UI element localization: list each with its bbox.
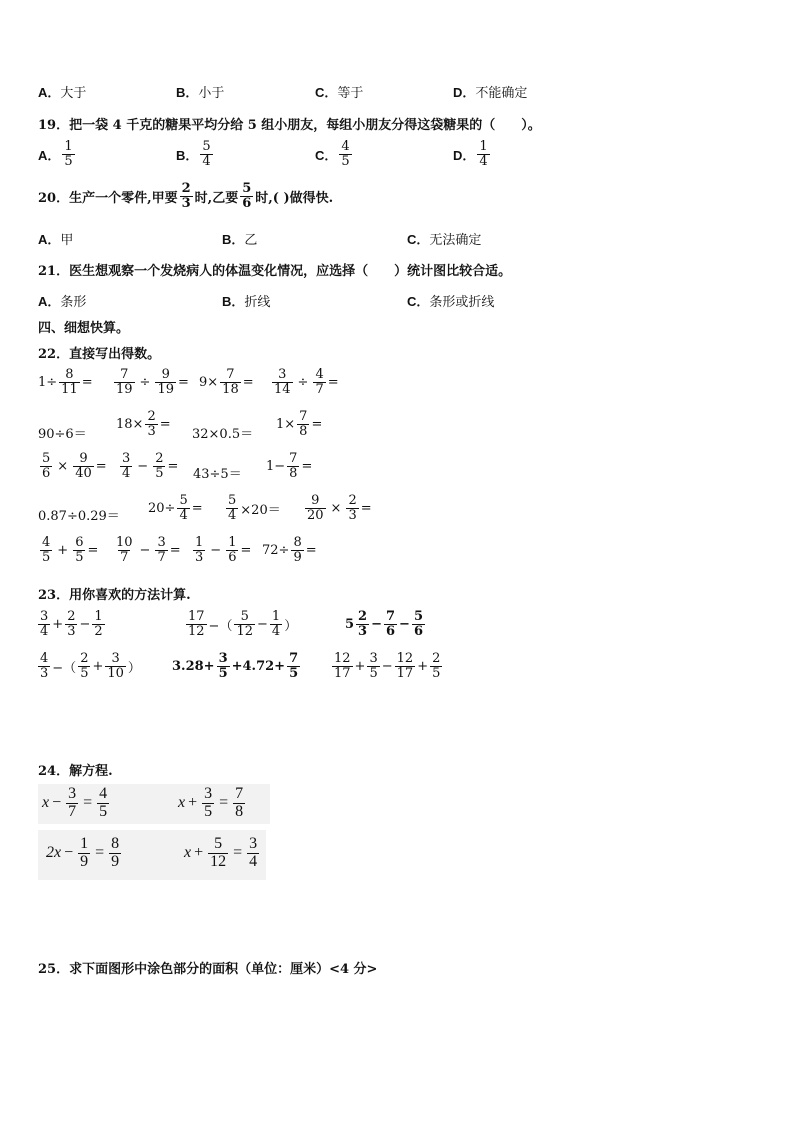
q22-r3-b: $\frac{3}{4}$ − $\frac{2}{5}$ = (122, 451, 179, 481)
q22-r1-c: 9× $\frac{7}{18}$ = (199, 367, 254, 397)
q22-r4-d: $\frac{9}{20}$ × $\frac{2}{3}$ = (307, 493, 372, 523)
q23-e5: 3.28+ $\frac{3}{5}$ +4.72+ $\frac{7}{5}$ (172, 651, 299, 681)
q22-r1-a: 1÷ $\frac{8}{11}$ = (38, 367, 93, 397)
q21-stem: 21．医生想观察一个发烧病人的体温变化情况，应选择（ ）统计图比较合适。 (38, 264, 512, 279)
q22-r4-a: 0.87÷0.29＝ (38, 509, 120, 524)
q22-r5-d: 72÷ $\frac{8}{9}$ = (262, 535, 317, 565)
q22-r2-c: 32×0.5＝ (192, 427, 254, 442)
q22-r3-a: $\frac{5}{6}$ × $\frac{9}{40}$ = (42, 451, 107, 481)
q22-r4-c: $\frac{5}{4}$ ×20＝ (228, 493, 281, 523)
q21-option-a: A．条形 (38, 294, 87, 310)
q19-option-d: D． $\frac{1}{4}$ (453, 139, 488, 169)
q23-e2: $\frac{17}{12}$ −（ $\frac{5}{12}$ − $\frac{1}{4}$ ） (188, 609, 298, 639)
q22-r5-c: $\frac{1}{3}$ − $\frac{1}{6}$ = (195, 535, 252, 565)
q22-stem: 22．直接写出得数。 (38, 347, 161, 362)
q23-e1: $\frac{3}{4}$ + $\frac{2}{3}$ − $\frac{1}{2}$ (40, 609, 103, 639)
q22-r2-a: 90÷6＝ (38, 427, 87, 442)
q22-r5-b: $\frac{10}{7}$ − $\frac{3}{7}$ = (116, 535, 181, 565)
q20-option-b: B．乙 (222, 232, 258, 248)
q21-option-c: C．条形或折线 (407, 294, 495, 310)
q23-e4: $\frac{4}{3}$ −（ $\frac{2}{5}$ + $\frac{3}{10}$ ） (40, 651, 141, 681)
q24-e1: x − $\frac{3}{7}$ = $\frac{4}{5}$ (42, 785, 108, 820)
q20-option-a: A．甲 (38, 232, 74, 248)
q20-option-c: C．无法确定 (407, 232, 482, 248)
q24-e2: x + $\frac{3}{5}$ = $\frac{7}{8}$ (178, 785, 244, 820)
q22-r3-c: 43÷5＝ (193, 467, 242, 482)
q22-r2-d: 1× $\frac{7}{8}$ = (276, 409, 323, 439)
q23-e3: 5 $\frac{2}{3}$ − $\frac{7}{6}$ − $\frac{5}{6}$ (345, 609, 423, 639)
q18-option-a: A．大于 (38, 85, 87, 101)
q22-r4-b: 20÷ $\frac{5}{4}$ = (148, 493, 203, 523)
q19-option-c: C． $\frac{4}{5}$ (315, 139, 350, 169)
q19-option-b: B． $\frac{5}{4}$ (176, 139, 211, 169)
q22-r1-b: $\frac{7}{19}$ ÷ $\frac{9}{19}$ = (116, 367, 189, 397)
q24-stem: 24．解方程. (38, 764, 113, 779)
q22-r3-d: 1− $\frac{7}{8}$ = (266, 451, 313, 481)
q23-e6: $\frac{12}{17}$ + $\frac{3}{5}$ − $\frac{12}{17}$ + $\frac{2}{5}$ (334, 651, 441, 681)
q23-stem: 23．用你喜欢的方法计算. (38, 588, 191, 603)
section-4-heading: 四、细想快算。 (38, 321, 130, 336)
q24-e3: 2x − $\frac{1}{9}$ = $\frac{8}{9}$ (46, 835, 120, 870)
q25-stem: 25．求下面图形中涂色部分的面积（单位：厘米）<4 分> (38, 962, 378, 977)
q19-option-a: A． $\frac{1}{5}$ (38, 139, 73, 169)
q18-option-c: C．等于 (315, 85, 364, 101)
q22-r2-b: 18× $\frac{2}{3}$ = (116, 409, 171, 439)
q19-stem: 19．把一袋 4 千克的糖果平均分给 5 组小朋友，每组小朋友分得这袋糖果的（ ）。 (38, 118, 541, 133)
q22-r1-d: $\frac{3}{14}$ ÷ $\frac{4}{7}$ = (274, 367, 339, 397)
q24-e4: x + $\frac{5}{12}$ = $\frac{3}{4}$ (184, 835, 258, 870)
q18-option-b: B．小于 (176, 85, 225, 101)
q18-option-d: D．不能确定 (453, 85, 528, 101)
q21-option-b: B．折线 (222, 294, 271, 310)
q22-r5-a: $\frac{4}{5}$ + $\frac{6}{5}$ = (42, 535, 99, 565)
q20-stem: 20．生产一个零件,甲要 $\frac{2}{3}$ 时,乙要 $\frac{5}{6}$ 时,( )做得快. (38, 181, 334, 211)
